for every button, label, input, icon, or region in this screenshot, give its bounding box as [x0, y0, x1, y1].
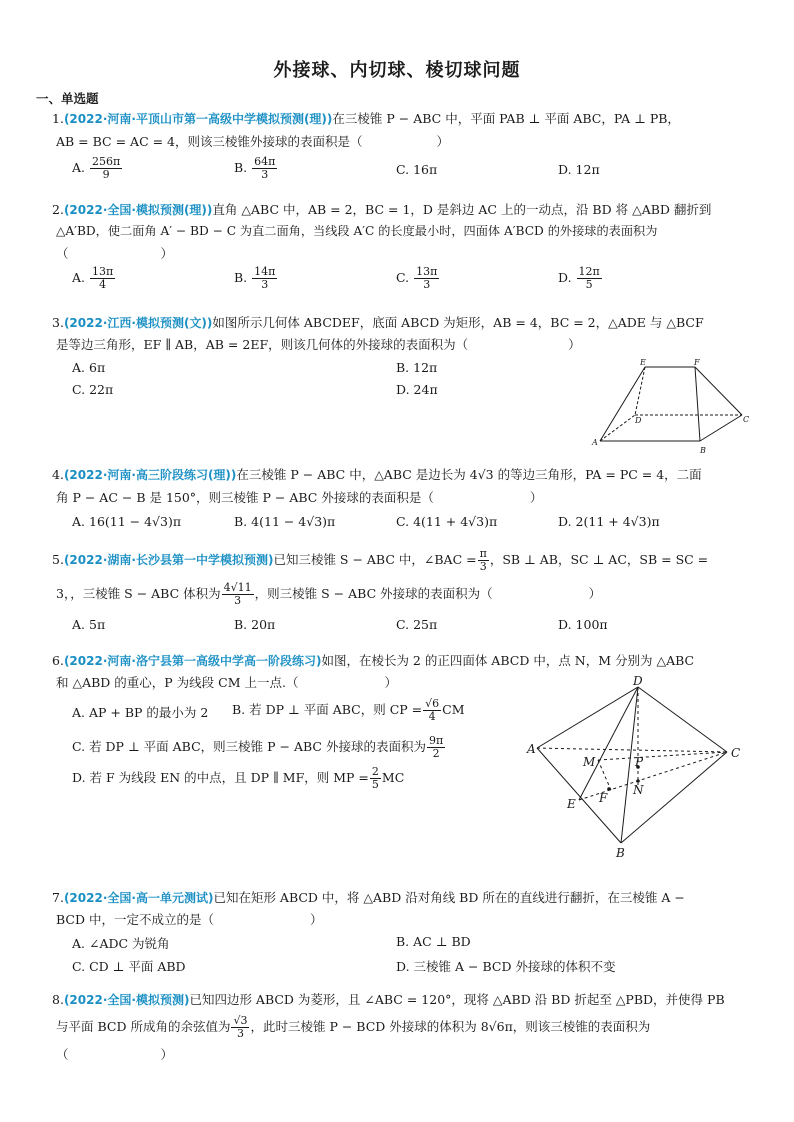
numerator: 9π	[428, 734, 444, 747]
option-text: 16(11 − 4√3)π	[89, 514, 182, 529]
question-text: 在三棱锥 P − ABC 中，△ABC 是边长为 4√3 的等边三角形，PA = PC = 4，二面	[236, 467, 702, 482]
question-text: BCD 中，一定不成立的是（	[56, 912, 214, 927]
question-text: 直角 △ABC 中，AB = 2，BC = 1，D 是斜边 AC 上的一动点，沿 BD 将 △ABD 翻折到	[212, 202, 712, 217]
paren-close: ）	[568, 337, 581, 352]
question-text: ，SB ⊥ AB，SC ⊥ AC，SB = SC =	[489, 552, 709, 567]
denominator: 3	[423, 278, 431, 291]
denominator: 3	[479, 560, 487, 573]
question-4-line-1	[52, 465, 702, 483]
label-p: P	[635, 755, 644, 769]
option-label: A.	[72, 360, 86, 375]
label-f: F	[694, 358, 700, 367]
denominator: 5	[585, 278, 593, 291]
edge-ab	[537, 748, 621, 843]
option-label: B.	[396, 360, 410, 375]
numerator: 13π	[92, 265, 114, 278]
fraction	[222, 582, 254, 607]
question-8-line-2	[56, 1015, 650, 1040]
label-n: N	[633, 783, 644, 797]
numerator: π	[479, 547, 487, 560]
paren-open: （	[56, 246, 69, 261]
q4-option-d[interactable]	[558, 514, 660, 529]
question-8-line-3	[56, 1045, 173, 1063]
question-source: (2022·全国·模拟预测)	[63, 993, 190, 1007]
question-number: 8.	[52, 992, 64, 1007]
fraction	[427, 735, 445, 760]
q4-option-b[interactable]	[234, 514, 335, 529]
q5-option-c[interactable]	[396, 617, 437, 632]
question-2-line-2: △A′BD，使二面角 A′ − BD − C 为直二面角，当线段 A′C 的长度最小时，四面体 A′BCD 的外接球的表面积为	[56, 224, 658, 238]
option-label: D.	[558, 617, 572, 632]
label-f: F	[599, 791, 608, 805]
question-source: (2022·全国·高一单元测试)	[63, 891, 214, 905]
numerator: 256π	[92, 155, 121, 168]
q6-figure	[525, 675, 755, 860]
option-label: D.	[396, 959, 410, 974]
option-label: C.	[396, 617, 410, 632]
label-a: A	[527, 742, 536, 756]
option-text: 6π	[89, 360, 106, 375]
question-source: (2022·江西·模拟预测(文))	[63, 316, 213, 330]
page-title: 外接球、内切球、棱切球问题	[273, 60, 521, 81]
edge-da	[537, 687, 638, 748]
label-b: B	[700, 446, 706, 455]
q2-option-c[interactable]	[396, 266, 440, 291]
question-7-line-2	[56, 910, 323, 928]
q1-option-a[interactable]	[72, 156, 123, 181]
fraction	[577, 266, 602, 291]
paren-close: ）	[384, 675, 397, 690]
option-label: B.	[234, 270, 248, 285]
option-label: C.	[72, 959, 86, 974]
fraction	[252, 156, 277, 181]
edge-ed	[635, 367, 645, 415]
question-text: 角 P − AC − B 是 150°，则三棱锥 P − ABC 外接球的表面积是（	[56, 490, 434, 505]
question-text: ，则三棱锥 S − ABC 外接球的表面积为（	[254, 586, 493, 601]
q5-option-b[interactable]	[234, 617, 275, 632]
question-6-line-2	[56, 673, 397, 691]
option-text: 25π	[413, 617, 438, 632]
question-source: (2022·全国·模拟预测(理))	[63, 203, 213, 217]
numerator: √6	[425, 697, 440, 710]
label-c: C	[743, 415, 750, 424]
option-text: B. 若 DP ⊥ 平面 ABC，则 CP =	[232, 702, 423, 717]
edge-ac	[537, 748, 727, 752]
q5-option-a[interactable]	[72, 617, 105, 632]
question-source: (2022·河南·高三阶段练习(理))	[63, 468, 237, 482]
q7-option-b[interactable]	[396, 934, 471, 949]
denominator: 2	[432, 747, 440, 760]
fraction	[370, 766, 381, 791]
question-4-line-2	[56, 488, 542, 506]
denominator: 3	[261, 168, 269, 181]
question-7-line-1	[52, 888, 685, 906]
q3-option-c[interactable]	[72, 382, 113, 397]
option-label: C.	[72, 382, 86, 397]
question-5-line-1	[52, 548, 708, 573]
q6-option-b[interactable]	[232, 698, 465, 723]
q2-option-d[interactable]	[558, 266, 603, 291]
option-text: 三棱锥 A − BCD 外接球的体积不变	[413, 959, 616, 974]
option-text: 4(11 − 4√3)π	[251, 514, 336, 529]
question-source: (2022·河南·平顶山市第一高级中学模拟预测(理))	[63, 112, 333, 126]
paren-close: ）	[160, 246, 174, 261]
q3-option-d[interactable]	[396, 382, 438, 397]
option-text: 22π	[89, 382, 114, 397]
option-label: D.	[396, 382, 410, 397]
denominator: 3	[234, 594, 242, 607]
denominator: 5	[371, 778, 379, 791]
paren-close-text: ）	[436, 134, 450, 149]
numerator: 14π	[254, 265, 276, 278]
denominator: 4	[99, 278, 107, 291]
q2-option-b[interactable]	[234, 266, 278, 291]
option-text: C. 若 DP ⊥ 平面 ABC，则三棱锥 P − ABC 外接球的表面积为	[72, 739, 426, 754]
question-number: 2.	[52, 202, 64, 217]
q6-option-a[interactable]	[72, 703, 208, 721]
question-text: 与平面 BCD 所成角的余弦值为	[56, 1019, 231, 1034]
question-number: 4.	[52, 467, 64, 482]
question-text: 如图所示几何体 ABCDEF，底面 ABCD 为矩形，AB = 4，BC = 2，△ADE 与 △BCF	[212, 315, 704, 330]
option-text: 4(11 + 4√3)π	[413, 514, 498, 529]
edge-bc	[700, 415, 742, 441]
paren-close: ）	[529, 490, 543, 505]
numerator: 2	[371, 765, 379, 778]
label-d: D	[633, 675, 643, 688]
edge-fb	[695, 367, 700, 441]
label-m: M	[583, 755, 596, 769]
question-1-line-1	[52, 109, 680, 127]
edge-dc	[638, 687, 727, 752]
question-text: AB = BC = AC = 4，则该三棱锥外接球的表面积是（	[56, 134, 363, 149]
paren-close: ）	[160, 1047, 174, 1062]
question-number: 5.	[52, 552, 64, 567]
option-text: 2(11 + 4√3)π	[575, 514, 660, 529]
question-8-line-1	[52, 990, 725, 1008]
option-text: A. AP + BP 的最小为 2	[72, 705, 209, 720]
denominator: 9	[102, 168, 110, 181]
question-text: 和 △ABD 的重心，P 为线段 CM 上一点.（	[56, 675, 299, 690]
section-heading: 一、单选题	[36, 91, 99, 106]
option-label: C.	[396, 514, 410, 529]
option-label: A.	[72, 270, 86, 285]
point-f	[607, 787, 611, 791]
paren-close: ）	[309, 912, 323, 927]
question-2-line-3	[56, 244, 173, 262]
question-3-line-2	[56, 335, 581, 353]
question-text: 在三棱锥 P − ABC 中，平面 PAB ⊥ 平面 ABC，PA ⊥ PB，	[332, 111, 680, 126]
q6-option-c[interactable]	[72, 735, 446, 760]
q4-option-a[interactable]	[72, 514, 181, 529]
numerator: √3	[233, 1014, 248, 1027]
q3-figure	[590, 355, 755, 460]
q1-option-d[interactable]	[558, 162, 600, 177]
option-text: 24π	[413, 382, 438, 397]
option-text: 5π	[89, 617, 106, 632]
option-label: B.	[234, 160, 248, 175]
q3-option-a[interactable]	[72, 360, 105, 375]
question-text: ，此时三棱锥 P − BCD 外接球的体积为 8√6π，则该三棱锥的表面积为	[250, 1019, 651, 1034]
q3-option-b[interactable]	[396, 360, 437, 375]
edge-fc	[695, 367, 742, 415]
question-text: 3，，三棱锥 S − ABC 体积为	[56, 586, 221, 601]
option-label: D.	[558, 162, 572, 177]
label-a: A	[592, 438, 598, 447]
q7-option-d[interactable]	[396, 957, 615, 975]
fraction	[414, 266, 439, 291]
question-2-line-1	[52, 200, 711, 218]
option-label: D.	[558, 514, 572, 529]
q6-option-d[interactable]	[72, 766, 404, 791]
option-text: 12π	[575, 162, 600, 177]
question-5-line-2	[56, 582, 601, 607]
q5-option-d[interactable]	[558, 617, 608, 632]
question-text: 是等边三角形，EF ∥ AB，AB = 2EF，则该几何体的外接球的表面积为（	[56, 337, 469, 352]
edge-ad	[600, 415, 635, 441]
q1-option-b[interactable]	[234, 156, 278, 181]
option-label: B.	[234, 617, 248, 632]
label-d: D	[635, 416, 642, 425]
q1-option-c[interactable]	[396, 162, 437, 177]
q4-option-c[interactable]	[396, 514, 497, 529]
option-text: 12π	[413, 360, 438, 375]
option-text: CD ⊥ 平面 ABD	[89, 959, 186, 974]
numerator: 13π	[416, 265, 438, 278]
q7-option-c[interactable]	[72, 957, 186, 975]
fraction	[231, 1015, 249, 1040]
paren-open: （	[56, 1047, 69, 1062]
question-number: 6.	[52, 653, 64, 668]
question-source: (2022·河南·洛宁县第一高级中学高一阶段练习)	[63, 654, 322, 668]
question-number: 1.	[52, 111, 64, 126]
question-text: 如图，在棱长为 2 的正四面体 ABCD 中，点 N，M 分别为 △ABC	[321, 653, 695, 668]
option-label: C.	[396, 270, 410, 285]
paren-close: ）	[588, 586, 602, 601]
option-label: D.	[558, 270, 572, 285]
numerator: 64π	[254, 155, 276, 168]
question-text: 已知在矩形 ABCD 中，将 △ABD 沿对角线 BD 所在的直线进行翻折，在三棱锥 A −	[213, 890, 685, 905]
question-text: 已知四边形 ABCD 为菱形，且 ∠ABC = 120°，现将 △ABD 沿 BD 折起至 △PBD，并使得 PB	[189, 992, 725, 1007]
segment-cm	[598, 752, 727, 760]
fraction	[423, 698, 441, 723]
question-3-line-1	[52, 313, 704, 331]
fraction	[252, 266, 277, 291]
segment-mf	[598, 760, 611, 790]
question-text: 已知三棱锥 S − ABC 中，∠BAC =	[273, 552, 477, 567]
question-number: 7.	[52, 890, 64, 905]
denominator: 4	[428, 710, 436, 723]
question-source: (2022·湖南·长沙县第一中学模拟预测)	[63, 553, 274, 567]
option-text: 20π	[251, 617, 276, 632]
denominator: 3	[236, 1027, 244, 1040]
option-label: A.	[72, 160, 86, 175]
option-text: 16π	[413, 162, 438, 177]
label-c: C	[731, 746, 741, 760]
option-text: AC ⊥ BD	[413, 934, 471, 949]
option-label: B.	[234, 514, 248, 529]
question-1-line-2	[56, 132, 449, 150]
option-text: ∠ADC 为锐角	[89, 936, 170, 951]
numerator: 12π	[578, 265, 600, 278]
option-text: D. 若 F 为线段 EN 的中点，且 DP ∥ MF，则 MP =	[72, 770, 369, 785]
question-6-line-1	[52, 651, 694, 669]
edge-ae	[600, 367, 645, 441]
option-label: C.	[396, 162, 410, 177]
option-text: CM	[442, 702, 465, 717]
option-label: A.	[72, 936, 86, 951]
question-number: 3.	[52, 315, 64, 330]
option-label: A.	[72, 514, 86, 529]
numerator: 4√11	[223, 581, 252, 594]
q7-option-a[interactable]	[72, 934, 170, 952]
fraction	[90, 156, 122, 181]
label-e: E	[640, 358, 646, 367]
option-label: B.	[396, 934, 410, 949]
fraction	[90, 266, 115, 291]
option-label: A.	[72, 617, 86, 632]
option-text: 100π	[575, 617, 608, 632]
label-e: E	[567, 797, 576, 811]
denominator: 3	[261, 278, 269, 291]
label-b: B	[616, 846, 625, 860]
q2-option-a[interactable]	[72, 266, 116, 291]
option-text: MC	[381, 770, 405, 785]
fraction	[478, 548, 489, 573]
